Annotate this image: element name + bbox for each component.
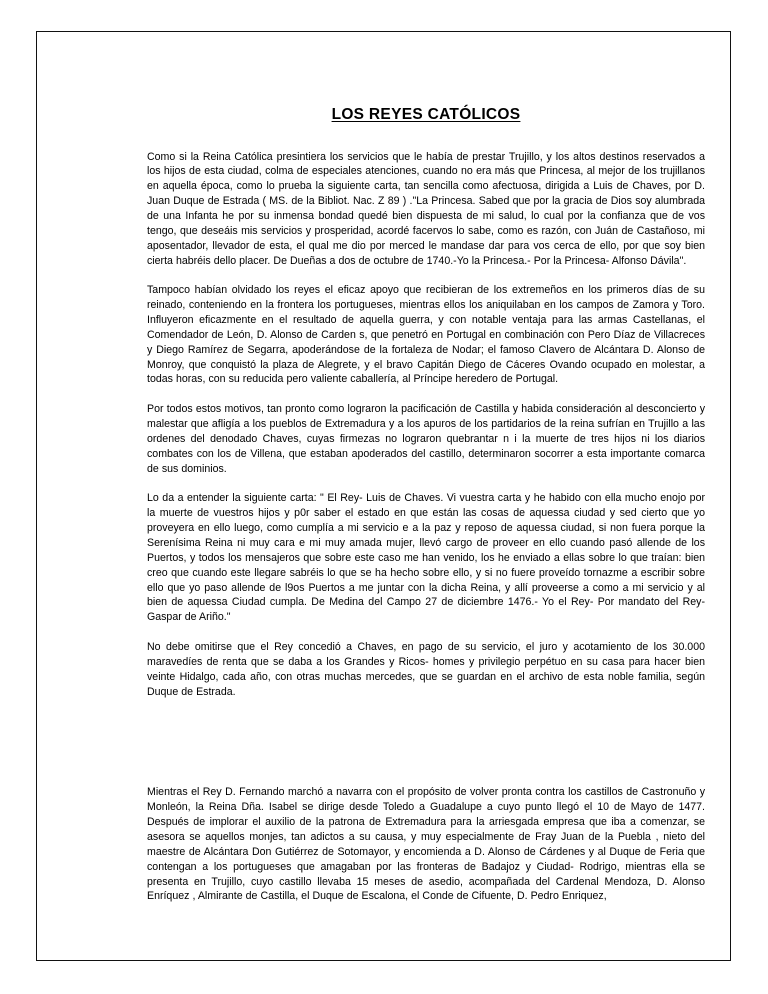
section-spacer: [147, 699, 705, 785]
paragraph-final: Mientras el Rey D. Fernando marchó a navarra con el propósito de volver pronta contra los castillos de Castronuño y Monleón, la Reina Dña. Isabel se dirige desde Toledo a Guadalupe a cuyo punto llegó el 10 de Mayo de 1477. Después de implorar el auxilio de la patrona de Extremadura para la arriesgada empresa que iba a comenzar, se asesora se aquellos monjes, tan adictos a su causa, y muy especialmente de Fray Juan de la Puebla , nieto del maestre de Alcántara Don Gutiérrez de Sotomayor, y encomienda a D. Alonso de Cárdenes y al Duque de Feria que contengan a los portugueses que amagaban por las fronteras de Badajoz y Ciudad- Rodrigo, mientras ella se presenta en Trujillo, cuyo castillo llevaba 15 meses de asedio, acompañada del Cardenal Mendoza, D. Alonso Enríquez , Almirante de Castilla, el Duque de Escalona, el Conde de Cifuente, D. Pedro Enriquez,: [147, 786, 705, 903]
paragraph-3: Por todos estos motivos, tan pronto como lograron la pacificación de Castilla y habida consideración al desconcierto y malestar que afligía a los pueblos de Extremadura y a los apuros de los partidarios de la reina sufrían en Trujillo a las ordenes del denodado Chaves, cuyas firmezas no lograron quebrantar n i la muerte de tres hijos ni los diarios combates con los de Villena, que estaban apoderados del castillo, determinaron socorrer a esta importante comarca de sus dominios.: [147, 403, 705, 475]
page-title-text: LOS REYES CATÓLICOS: [331, 106, 521, 123]
paragraph-5: No debe omitirse que el Rey concedió a Chaves, en pago de su servicio, el juro y acotamiento de los 30.000 maravedíes de renta que se daba a los Grandes y Ricos- homes y privilegio perpétuo en su casa para hacer bien veinte Hidalgo, cada año, con otras muchas mercedes, que se guardan en el archivo de esta noble familia, según Duque de Estrada.: [147, 641, 705, 698]
paragraph-1: Como si la Reina Católica presintiera los servicios que le había de prestar Trujillo, y los altos destinos reservados a los hijos de esta ciudad, colma de especiales atenciones, cuando no era más que Princesa, al mejor de los trujillanos en aquella época, como lo prueba la siguiente carta, tan sencilla como afectuosa, dirigida a Luis de Chaves, por D. Juan Duque de Estrada ( MS. de la Bibliot. Nac. Z 89 ) ."La Princesa. Sabed que por la gracia de Dios soy alumbrada de una Infanta he por su inmensa bondad quedé bien dispuesta de mi salud, lo cual por la confianza que de vos tengo, que deseáis mis servicios y prosperidad, acordé facervos lo sabe, como es razón, con Juán de Castañoso, mi aposentador, llevador de esta, el qual me dio por merced le mandase dar para vos cerca de ello, por que soy bien cierta habréis dello placer. De Dueñas a dos de octubre de 1740.-Yo la Princesa.- Por la Princesa- Alfonso Dávila".: [147, 150, 705, 267]
paragraph-4: Lo da a entender la siguiente carta: " El Rey- Luis de Chaves. Vi vuestra carta y he habido con ella mucho enojo por la muerte de vuestros hijos y p0r saber el estado en que están las cosas de aquessa ciudad y sed cierto que yo proveyera en ello luego, como cumplía a mi servicio e a la paz y reposo de aquessa ciudad, si non fuera porque la Serenísima Reina ni muy cara e mi muy amada mujer, llevó cargo de proveer en ello cuando pasó allende de los Puertos, y todos los mensajeros que sobre este caso me han venido, los he enviado a ellas sobre lo que traían: bien creo que cuando este llegare sabréis lo que se ha hecho sobre ello, y si no fuere proveído tornazme a escribir sobre ello que yo paso allende de l9os Puertos a me juntar con la dicha Reina, y allí proveerse a como a mi servicio y al bien de aquessa Ciudad cumpla. De Medina del Campo 27 de diciembre 1476.- Yo el Rey- Por mandato del Rey- Gaspar de Ariño.": [147, 492, 705, 624]
document-content: [147, 106, 705, 919]
page-border-frame: [36, 31, 731, 961]
page-title: [147, 106, 705, 125]
paragraph-2: Tampoco habían olvidado los reyes el eficaz apoyo que recibieran de los extremeños en los primeros días de su reinado, conteniendo en la frontera los portugueses, mientras ellos los aniquilaban en los campos de Zamora y Toro. Influyeron eficazmente en el resultado de aquella guerra, y con notable ventaja para las armas Castellanas, el Comendador de León, D. Alonso de Carden s, que penetró en Portugal en combinación con Pero Díaz de Villacreces y Diego Ramírez de Segarra, apoderándose de la fortaleza de Nodar; el famoso Clavero de Alcántara D. Alonso de Monroy, que conquistó la plaza de Alegrete, y el bravo Capitán Diego de Cáceres Ovando ocupado en molestar, a todas horas, con su reducida pero valiente caballería, al Príncipe heredero de Portugal.: [147, 284, 705, 386]
